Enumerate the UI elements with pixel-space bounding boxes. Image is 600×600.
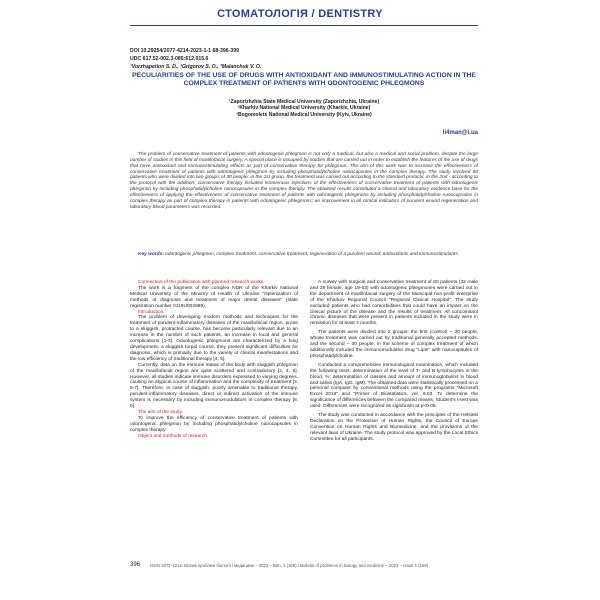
section-heading: Connection of the publication with planned research works.: [138, 280, 265, 285]
page-number: 396: [130, 562, 141, 568]
udc-line: UDC 617.52-002.3-085:612.015.6: [130, 56, 209, 62]
header-rule: [130, 25, 478, 26]
body-column-right: [310, 280, 478, 443]
body-paragraph: The study was conducted in accordance with the principles of the Helsinki Declaration on the Protection of Human Rights, the Council of Europe Convention on Human Rights and Biomedicine, and the provisions of the relevant laws of Ukraine. The study protocol was approved by the Local Ethics Committee for all participants.: [310, 413, 478, 442]
body-column-left: [130, 280, 298, 439]
keywords-label: Key words:: [138, 252, 164, 257]
affiliation-2: ²Kharkiv National Medical University (Kharkiv, Ukraine): [237, 105, 371, 112]
author-email[interactable]: li4man@i.ua: [442, 130, 478, 136]
doi-line: DOI 10.29254/2077-4214-2023-1-1 68-396-399: [130, 48, 240, 54]
journal-section-title: СТОМАТОЛОГІЯ / DENTISTRY: [217, 8, 383, 20]
page-footer: [130, 562, 478, 574]
footer-citation: ISSN 2077-4214. Вісник проблем біології і медицини – 2023 – Вип. 1 (168) / Bulletin of problems in biology and medicine – 2023 – Issue 1 (168): [150, 563, 429, 568]
abstract: The problem of conservative treatment of patients with odontogenic phlegmon is not only a medical, but also a medical and social problem, despite the large number of studies in this field of maxillofacial surgery. A special place is occupied by studies that are carried out in order to establish the features of the use of drugs that have antioxidant and immunostimulating effects as part of conservative therapy for phlegmon. The aim of this work was to increase the effectiveness of conservative treatment of patients with odontogenic phlegmon by including phosphatidylcholine nanocapsules in the complex therapy. The study involved 60 patients who were divided into two groups of 30 people: in the 1st group, the treatment was carried out according to the standard protocol, in the 2nd - according to the protocol with the addition: conservative therapy included intravenous injections of the effectiveness of conservative treatment of patients with odontogenic phlegmon by including phosphatidylcholine nanocapsules in the complex therapy. The obtained results constituted a clinical and laboratory evidence base for the effectiveness of applying the effectiveness of conservative treatment of patients with odontogenic phlegmons by including phosphatidylcholine nanocapsules in complex therapy as part of complex therapy in patients with odontogenic phlegmons: an improvement in all clinical indicators of purulent wound regeneration and laboratory blood parameters was recorded.: [130, 152, 478, 210]
body-paragraph: Currently, data on the immune status of the body with sluggish phlegmon of the maxillofacial region are quite scattered and contradictory [2, 4, 6]. However, all studies indicate immune disorders expressed to varying degrees, causing an atypical course of inflammation and the complexity of treatment [3, 5-7]. Therefore, in case of sluggish, poorly amenable to traditional therapy, purulent-inflammatory diseases, direct or indirect activation of the immune system is necessary by including immunomodulators in complex therapy [8, 9].: [130, 362, 298, 410]
body-paragraph: The patients were divided into 2 groups: the first (control) – 30 people, whose treatment was carried out by traditional generally accepted methods, and the second – 30 people, in the scheme of complex treatment of which additionally included the immunomodulator drug "Lipin" with nanocapsules of phosphatidylcholine.: [310, 330, 478, 359]
body-paragraph: A survey with surgical and conservative treatment of 60 patients (32 male and 28 female, age 19-63) with odontogenic phlegmones were carried out in the department of maxillofacial surgery of the Municipal non-profit enterprise of the Kharkov Regional Council "Regional Clinical Hospital". The study excluded patients who had comorbidities that could have an impact on the clinical picture of the disease and the results of treatment. All concomitant chronic diseases that were present in patients included in the study were in remission for at least 3 months.: [310, 280, 478, 327]
section-heading: Object and methods of research.: [138, 433, 209, 439]
keywords-text: odontogenic phlegmon, complex treatment, conservative treatment, regeneration of a purulent wound, antioxidants and immunostimulants.: [165, 252, 460, 257]
body-paragraph: The problem of developing modern methods and techniques for the treatment of purulent-inflammatory diseases of the maxillofacial region, prone to a sluggish, protracted course, has become particularly relevant due to an increase in the number of such patients, an increase in local and general complications [1-3]. Odontogenic phlegmons are characterized by a long development, a sluggish torpid course, they present significant difficulties for diagnosis, which is primarily due to the variety of clinical manifestations and the low efficiency of traditional therapy [4, 5].: [130, 315, 298, 362]
authors-line: ¹Vorzhapetion S. D., ²Grigorov S. O., ³Malanchuk V. O.: [130, 64, 262, 70]
section-heading: Introduction.: [138, 309, 165, 315]
body-paragraph: To improve the efficiency of conservative treatment of patients with odontogenic phlegmon by including phosphatidylcholine nanocapsules in complex therapy.: [130, 415, 298, 433]
section-heading: The aim of the study.: [138, 409, 183, 415]
affiliation-1: ¹Zaporizhzhia State Medical University (Zaporizhzhia, Ukraine): [228, 99, 380, 105]
body-paragraph: The work is a fragment of the complex NDR of the Kharkiv National Medical University of the Ministry of Health of Ukraine "Optimization of methods of diagnosis and treatment of major dental diseases" (state registration number 0119U002899).: [130, 285, 298, 309]
affiliation-3: ³Bogomolets National Medical University (Kyiv, Ukraine): [236, 111, 372, 118]
keywords: [130, 252, 478, 258]
article-title: PECULIARITIES OF THE USE OF DRUGS WITH ANTIOXIDANT AND IMMUNOSTIMULATING ACTION IN THE COMPLEX TREATMENT OF PATIENTS WITH ODONTOGENIC PHLEGMONS: [132, 72, 476, 88]
affiliations: [130, 99, 478, 118]
body-paragraph: Conducted a comprehensive immunological examination, which included the following tests: determination of the level of T- and B-lymphocytes in the blood, %; determination of classes and amount of immunoglobulins in blood and saliva (IgA, IgG, IgM). The obtained data were statistically processed on a personal computer by conventional methods using the programs "Microsoft Excel 2016" and "Primer of Biostatistics, ver. 9.03. To determine the significance of differences between the compared means, Student's t-test was used. Differences were recognized as significant at p<0.05.: [310, 362, 478, 410]
